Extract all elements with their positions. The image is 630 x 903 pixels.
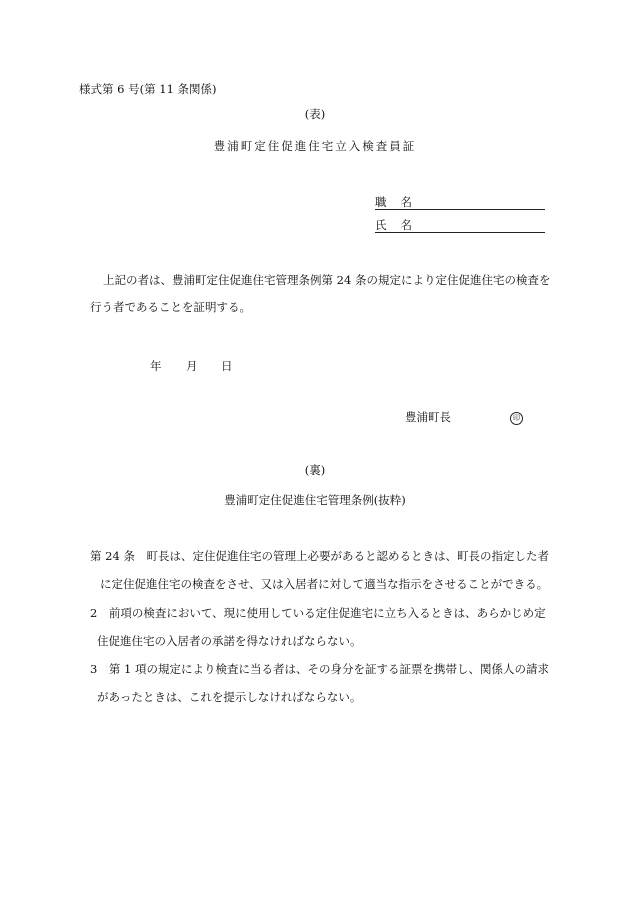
item-2-line-1: 2 前項の検査において、現に使用している定住促進宅に立ち入るときは、あらかじめ定 xyxy=(90,606,546,620)
item-3-line-1: 3 第 1 項の規定により検査に当る者は、その身分を証する証票を携帯し、関係人の請求 xyxy=(90,662,549,676)
name-label: 氏名 xyxy=(375,218,426,232)
body-line-1: 上記の者は、豊浦町定住促進住宅管理条例第 24 条の規定により定住促進住宅の検査を xyxy=(103,273,551,287)
body-line-2: 行う者であることを証明する。 xyxy=(90,300,251,314)
date-day: 日 xyxy=(221,359,233,373)
item-3-line-2: があったときは、これを提示しなければならない。 xyxy=(97,690,362,704)
back-side-label: (裏) xyxy=(304,463,326,477)
form-number: 様式第 6 号(第 11 条関係) xyxy=(79,82,217,96)
job-title-label: 職名 xyxy=(375,195,426,209)
certificate-title: 豊浦町定住促進住宅立入検査員証 xyxy=(213,139,417,153)
front-side-label: (表) xyxy=(304,107,326,121)
ordinance-title: 豊浦町定住促進住宅管理条例(抜粋) xyxy=(224,493,406,507)
name-field xyxy=(375,217,545,233)
job-title-field xyxy=(375,194,545,210)
article-24-line-2: に定住促進住宅の検査をさせ、又は入居者に対して適当な指示をさせることができる。 xyxy=(100,577,549,591)
issuer: 豊浦町長 xyxy=(405,410,451,424)
seal-mark xyxy=(510,409,523,425)
date-month: 月 xyxy=(186,359,198,373)
seal-icon: 印 xyxy=(510,412,523,425)
item-2-line-2: 住促進住宅の入居者の承諾を得なければならない。 xyxy=(97,634,362,648)
article-24-line-1: 第 24 条 町長は、定住促進住宅の管理上必要があると認めるときは、町長の指定した者 xyxy=(90,549,549,563)
date-year: 年 xyxy=(150,359,162,373)
